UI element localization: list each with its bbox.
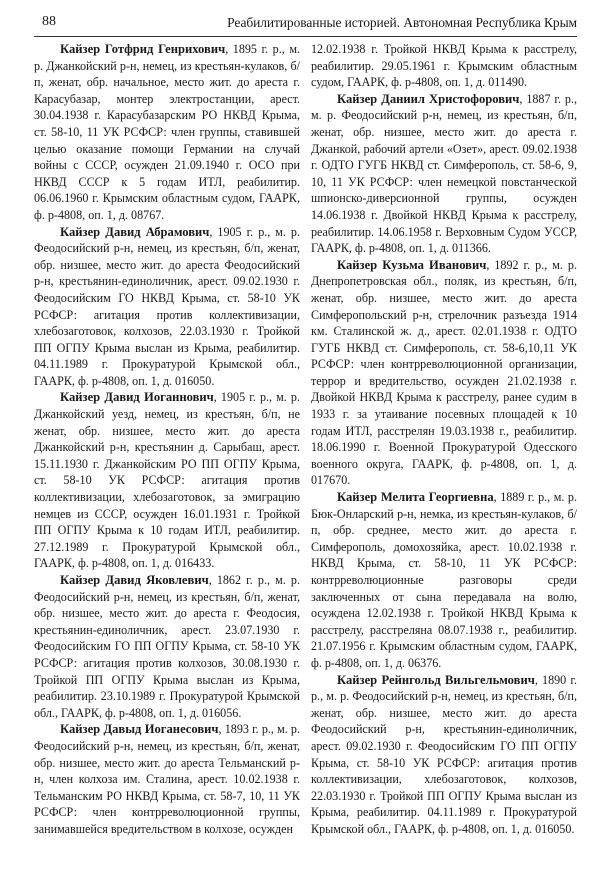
running-title: Реабилитированные историей. Автономная Республика Крым: [227, 15, 577, 30]
entry: [34, 224, 300, 390]
entry: [311, 91, 577, 257]
entry-text: , 1887 г. р., м. р. Феодосийский р-н, немец, из крестьян, б/п, женат, обр. низшее, место жит. до ареста г. Джанкой, рабочий артели «Озет», арест. 09.02.1938 г. ОДТО ГУГБ НКВД ст. Симферополь, ст. 58-6, 9, 10, 11 УК РСФСР: член немецкой повстанческой шпионско-диверсионной группы, осужден 14.06.1938 г. Двойкой НКВД Крыма к расстрелу, реабилитир. 14.06.1958 г. Верховным Судом УССР, ГААРК, ф. р-4808, оп. 1, д. 011366.: [311, 91, 577, 256]
entry: [311, 257, 577, 489]
entry: [34, 572, 300, 721]
entry-name: Кайзер Рейнгольд Вильгельмович: [337, 672, 535, 687]
page-header: [34, 12, 577, 37]
entry-name: Кайзер Кузьма Иванович: [337, 257, 487, 272]
entry-text: , 1905 г. р., м. р. Феодосийский р-н, немец, из крестьян, б/п, женат, обр. низшее, место жит. до ареста Феодосийский р-н, крестьянин-единоличник, арест. 09.02.1930 г. Феодосийским ГО НКВД Крыма, ст. 58-10 УК РСФСР: агитация против коллективизации, хлебозаготовок, колхозов, 22.03.1930 г. Тройкой ПП ОГПУ Крыма выслан из Крыма, реабилитир. 04.11.1989 г. Прокуратурой Крымской обл., ГААРК, ф. р-4808, оп. 1, д. 016050.: [34, 224, 300, 388]
entry-continuation: 12.02.1938 г. Тройкой НКВД Крыма к расстрелу, реабилитир. 29.05.1961 г. Крымским областным судом, ГААРК, ф. р-4808, оп. 1, д. 011490.: [311, 42, 577, 90]
entry-name: Кайзер Давид Иоганнович: [60, 390, 214, 405]
entry: [34, 41, 300, 224]
entry-name: Кайзер Давыд Иоганесович: [60, 722, 219, 737]
entry-text: , 1895 г. р., м. р. Джанкойский р-н, немец, из крестьян-кулаков, б/п, женат, обр. начальное, место жит. до ареста г. Карасубазар, монтер электростанции, арест. 30.04.1938 г. Карасубазарским РО НКВД Крыма, ст. 58-10, 11 УК РСФСР: член группы, ставившей целью оказание помощи Германии на случай войны с СССР, осужден 21.09.1940 г. ОСО при НКВД СССР к 5 годам ИТЛ, реабилитир. 06.06.1960 г. Крымским областным судом, ГААРК, ф. р-4808, оп. 1, д. 08767.: [34, 42, 300, 222]
entry: [34, 389, 300, 572]
entry-text: , 1905 г. р., м. р. Джанкойский уезд, немец, из крестьян, б/п, не женат, обр. низшее, место жит. до ареста Джанкойский р-н, крестьянин д. Сарыбаш, арест. 15.11.1930 г. Джанкойским РО ПП ОГПУ Крыма, ст. 58-10 УК РСФСР: агитация против коллективизации, хлебозаготовок, за эмиграцию немцев из СССР, осужден 16.01.1931 г. Тройкой ПП ОГПУ Крыма к 10 годам ИТЛ, реабилитир. 27.12.1989 г. Прокуратурой Крымской обл., ГААРК, ф. р-4808, оп. 1, д. 016433.: [34, 390, 300, 571]
entry-name: Кайзер Давид Абрамович: [60, 224, 210, 239]
entry-text: , 1889 г. р., м. р. Бюк-Онларский р-н, немка, из крестьян-кулаков, б/п, обр. среднее, место жит. до ареста г. Симферополь, домохозяйка, арест. 10.02.1938 г. НКВД Крыма, ст. 58-10, 11 УК РСФСР: контрреволюционные разговоры среди заключенных от сына передавала на волю, осуждена 12.02.1938 г. Тройкой НКВД Крыма к расстрелу, расстреляна 08.07.1938 г., реабилитир. 21.07.1956 г. Крымским областным судом, ГААРК, ф. р-4808, оп. 1, д. 06376.: [311, 490, 577, 670]
entry-text: , 1893 г. р., м. р. Феодосийский р-н, немец, из крестьян, б/п, женат, обр. низшее, место жит. до ареста Тельманский р-н, член колхоза им. Сталина, арест. 10.02.1938 г. Тельманским РО НКВД Крыма, ст. 58-7, 10, 11 УК РСФСР: член контрреволюционной группы, занимавшейся вредительством в колхозе, осужден: [34, 722, 300, 836]
entry-text: , 1862 г. р., м. р. Феодосийский р-н, немец, из крестьян, б/п, женат, обр. низшее, место жит. до ареста г. Феодосия, крестьянин-единоличник, арест. 23.07.1930 г. Феодосийским ГО ПП ОГПУ Крыма, ст. 58-10 УК РСФСР: агитация против колхозов, 30.08.1930 г. Тройкой ПП ОГПУ Крыма выслан из Крыма, реабилитир. 23.10.1989 г. Прокуратурой Крымской обл., ГААРК, ф. р-4808, оп. 1, д. 016056.: [34, 573, 300, 720]
entry-text: , 1890 г. р., м. р. Феодосийский р-н, немец, из крестьян, б/п, женат, обр. низшее, место жит. до ареста Феодосийский р-н, крестьянин-единоличник, арест. 09.02.1930 г. Феодосийским ГО ПП ОГПУ Крыма, ст. 58-10 УК РСФСР: агитация против коллективизации, хлебозаготовок, колхозов, 22.03.1930 г. Тройкой ПП ОГПУ Крыма выслан из Крыма, реабилитир. 04.11.1989 г. Прокуратурой Крымской обл., ГААРК, ф. р-4808, оп. 1, д. 016050.: [311, 672, 577, 836]
left-column: [34, 41, 300, 883]
right-column: [311, 41, 577, 883]
entry-name: Кайзер Мелита Георгиевна: [337, 490, 494, 505]
entry: [311, 672, 577, 838]
page-number: 88: [42, 14, 56, 29]
entry: [34, 721, 300, 837]
entry-name: Кайзер Готфрид Генрихович: [60, 42, 226, 56]
entry: [311, 489, 577, 672]
entry-name: Кайзер Давид Яковлевич: [60, 573, 209, 587]
entry-text: , 1892 г. р., м. р. Днепропетровская обл., поляк, из крестьян, б/п, женат, обр. низшее, место жит. до ареста Симферопольский р-н, стрелочник разъезда 1914 км. Сталинской ж. д., арест. 02.01.1938 г. ОДТО ГУГБ НКВД ст. Симферополь, ст. 58-6,10,11 УК РСФСР: член контрреволюционной организации, террор и вредительство, осужден 21.02.1938 г. Двойкой НКВД Крыма к расстрелу, ранее судим в 1933 г. за утаивание посевных площадей к 10 годам ИТЛ, расстрелян 19.03.1938 г., реабилитир. 18.06.1990 г. Военной Прокуратурой Одесского военного округа, ГААРК, ф. р-4808, оп. 1, д. 017670.: [311, 257, 577, 488]
entry-name: Кайзер Даниил Христофорович: [337, 91, 520, 106]
